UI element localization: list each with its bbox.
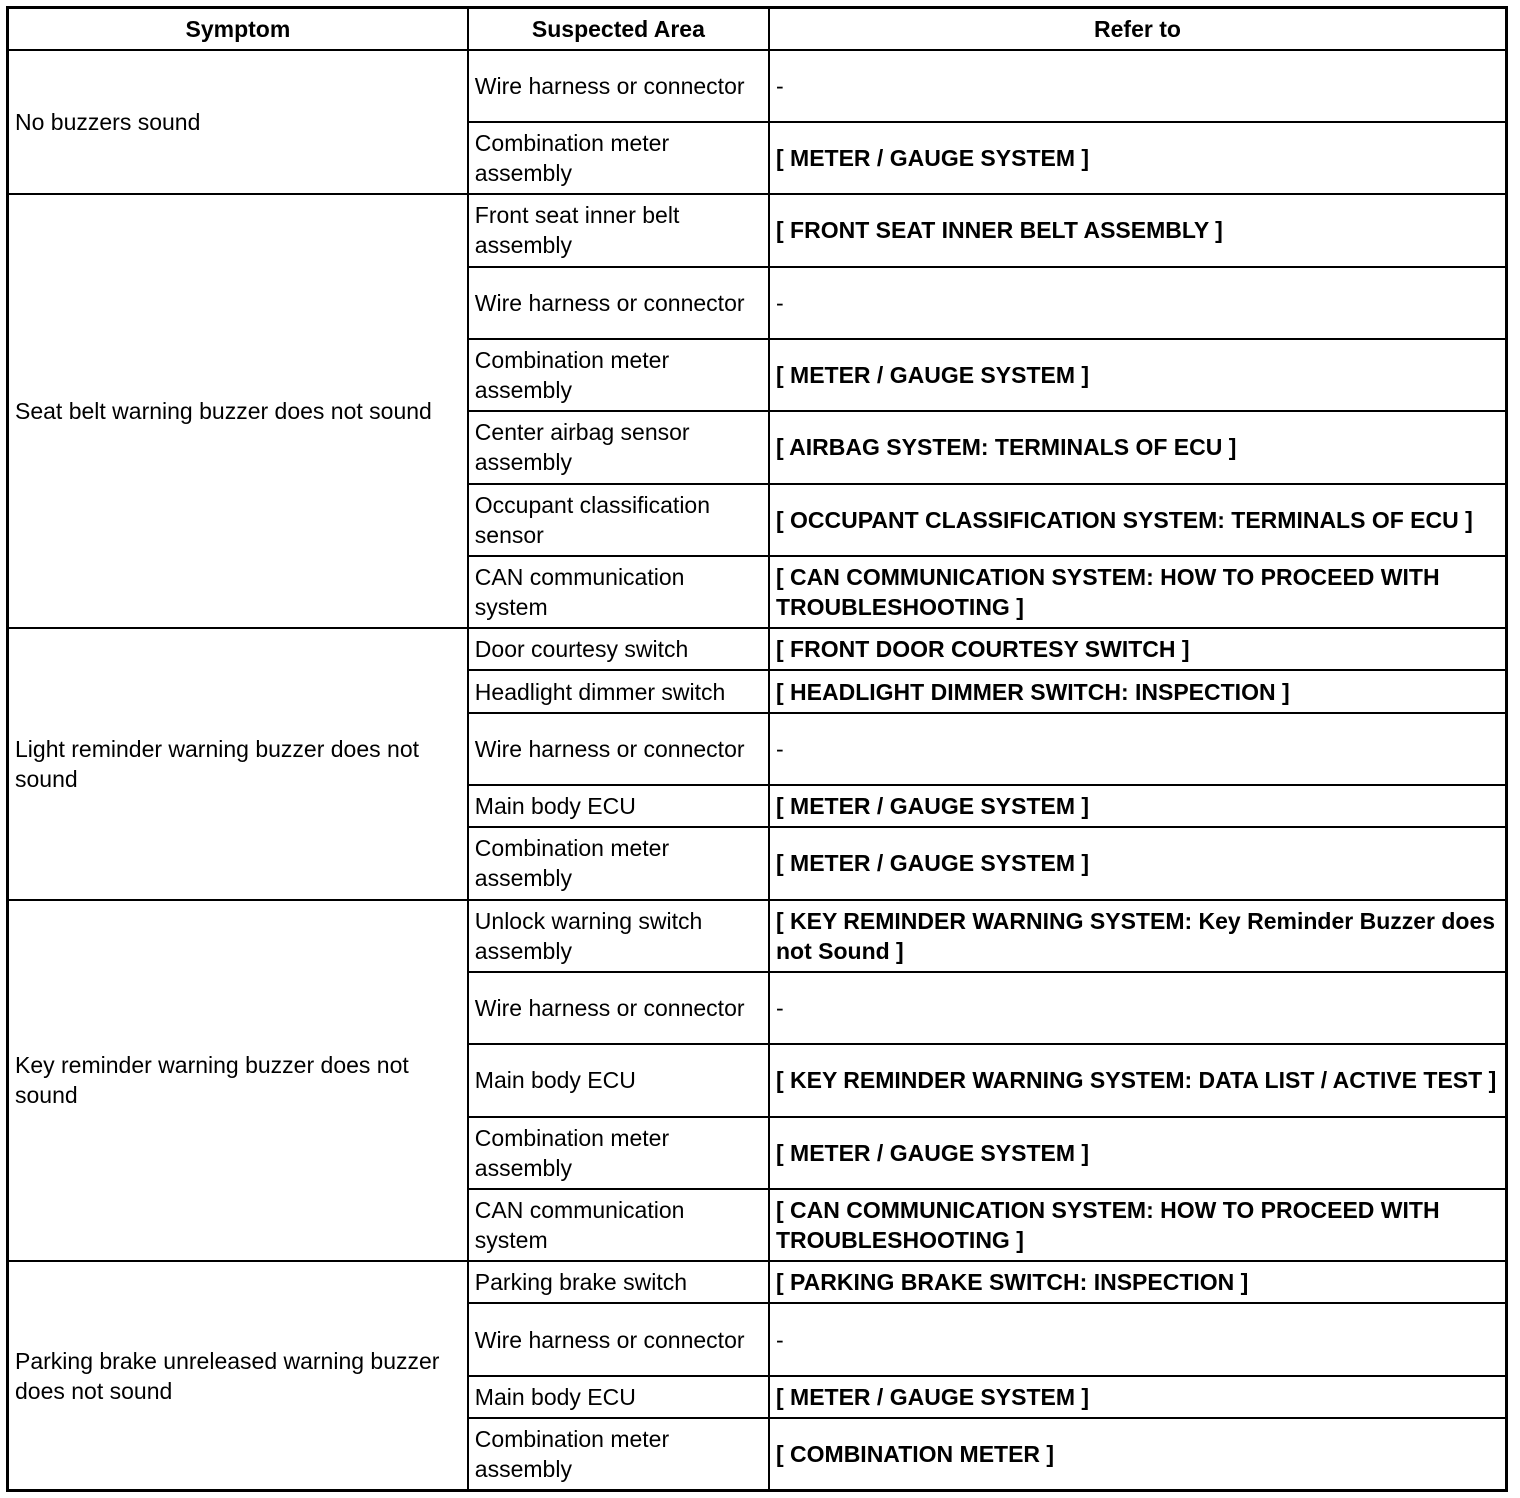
refer-to-cell[interactable]: [ METER / GAUGE SYSTEM ] <box>769 1117 1507 1189</box>
suspected-area-cell: Combination meter assembly <box>468 339 769 411</box>
suspected-area-cell: Wire harness or connector <box>468 713 769 785</box>
refer-to-cell[interactable]: [ AIRBAG SYSTEM: TERMINALS OF ECU ] <box>769 411 1507 483</box>
suspected-area-cell: Door courtesy switch <box>468 628 769 670</box>
refer-to-cell[interactable]: [ METER / GAUGE SYSTEM ] <box>769 785 1507 827</box>
table-row <box>8 194 1507 266</box>
suspected-area-cell: Main body ECU <box>468 785 769 827</box>
table-row <box>8 900 1507 972</box>
refer-to-cell[interactable]: [ CAN COMMUNICATION SYSTEM: HOW TO PROCEED WITH TROUBLESHOOTING ] <box>769 1189 1507 1261</box>
refer-to-cell[interactable]: [ PARKING BRAKE SWITCH: INSPECTION ] <box>769 1261 1507 1303</box>
refer-to-cell[interactable]: [ KEY REMINDER WARNING SYSTEM: Key Reminder Buzzer does not Sound ] <box>769 900 1507 972</box>
refer-to-cell[interactable]: [ CAN COMMUNICATION SYSTEM: HOW TO PROCEED WITH TROUBLESHOOTING ] <box>769 556 1507 628</box>
refer-to-cell[interactable]: [ COMBINATION METER ] <box>769 1418 1507 1490</box>
header-symptom: Symptom <box>8 8 468 50</box>
suspected-area-cell: Wire harness or connector <box>468 50 769 122</box>
suspected-area-cell: Combination meter assembly <box>468 1418 769 1490</box>
refer-to-cell[interactable]: [ KEY REMINDER WARNING SYSTEM: DATA LIST / ACTIVE TEST ] <box>769 1044 1507 1116</box>
refer-to-cell: - <box>769 50 1507 122</box>
symptom-cell: Key reminder warning buzzer does not sound <box>8 900 468 1262</box>
suspected-area-cell: Wire harness or connector <box>468 972 769 1044</box>
table-row <box>8 1261 1507 1303</box>
refer-to-cell: - <box>769 713 1507 785</box>
symptom-cell: Parking brake unreleased warning buzzer does not sound <box>8 1261 468 1490</box>
suspected-area-cell: Front seat inner belt assembly <box>468 194 769 266</box>
table-row <box>8 50 1507 122</box>
refer-to-cell[interactable]: [ OCCUPANT CLASSIFICATION SYSTEM: TERMINALS OF ECU ] <box>769 484 1507 556</box>
table-row <box>8 628 1507 670</box>
refer-to-cell[interactable]: [ FRONT SEAT INNER BELT ASSEMBLY ] <box>769 194 1507 266</box>
refer-to-cell[interactable]: [ METER / GAUGE SYSTEM ] <box>769 122 1507 194</box>
troubleshooting-table <box>6 6 1508 1492</box>
suspected-area-cell: Combination meter assembly <box>468 1117 769 1189</box>
suspected-area-cell: Main body ECU <box>468 1376 769 1418</box>
symptom-cell: No buzzers sound <box>8 50 468 195</box>
table-body <box>8 50 1507 1491</box>
refer-to-cell: - <box>769 972 1507 1044</box>
suspected-area-cell: Combination meter assembly <box>468 827 769 899</box>
suspected-area-cell: Parking brake switch <box>468 1261 769 1303</box>
suspected-area-cell: CAN communication system <box>468 556 769 628</box>
suspected-area-cell: Unlock warning switch assembly <box>468 900 769 972</box>
symptom-cell: Seat belt warning buzzer does not sound <box>8 194 468 628</box>
refer-to-cell: - <box>769 267 1507 339</box>
suspected-area-cell: Center airbag sensor assembly <box>468 411 769 483</box>
refer-to-cell[interactable]: [ HEADLIGHT DIMMER SWITCH: INSPECTION ] <box>769 670 1507 712</box>
refer-to-cell[interactable]: [ METER / GAUGE SYSTEM ] <box>769 339 1507 411</box>
header-refer-to: Refer to <box>769 8 1507 50</box>
suspected-area-cell: Main body ECU <box>468 1044 769 1116</box>
suspected-area-cell: Wire harness or connector <box>468 1303 769 1375</box>
suspected-area-cell: CAN communication system <box>468 1189 769 1261</box>
header-suspected-area: Suspected Area <box>468 8 769 50</box>
suspected-area-cell: Occupant classification sensor <box>468 484 769 556</box>
suspected-area-cell: Headlight dimmer switch <box>468 670 769 712</box>
refer-to-cell[interactable]: [ FRONT DOOR COURTESY SWITCH ] <box>769 628 1507 670</box>
header-row <box>8 8 1507 50</box>
refer-to-cell: - <box>769 1303 1507 1375</box>
refer-to-cell[interactable]: [ METER / GAUGE SYSTEM ] <box>769 1376 1507 1418</box>
suspected-area-cell: Combination meter assembly <box>468 122 769 194</box>
suspected-area-cell: Wire harness or connector <box>468 267 769 339</box>
refer-to-cell[interactable]: [ METER / GAUGE SYSTEM ] <box>769 827 1507 899</box>
symptom-cell: Light reminder warning buzzer does not sound <box>8 628 468 899</box>
